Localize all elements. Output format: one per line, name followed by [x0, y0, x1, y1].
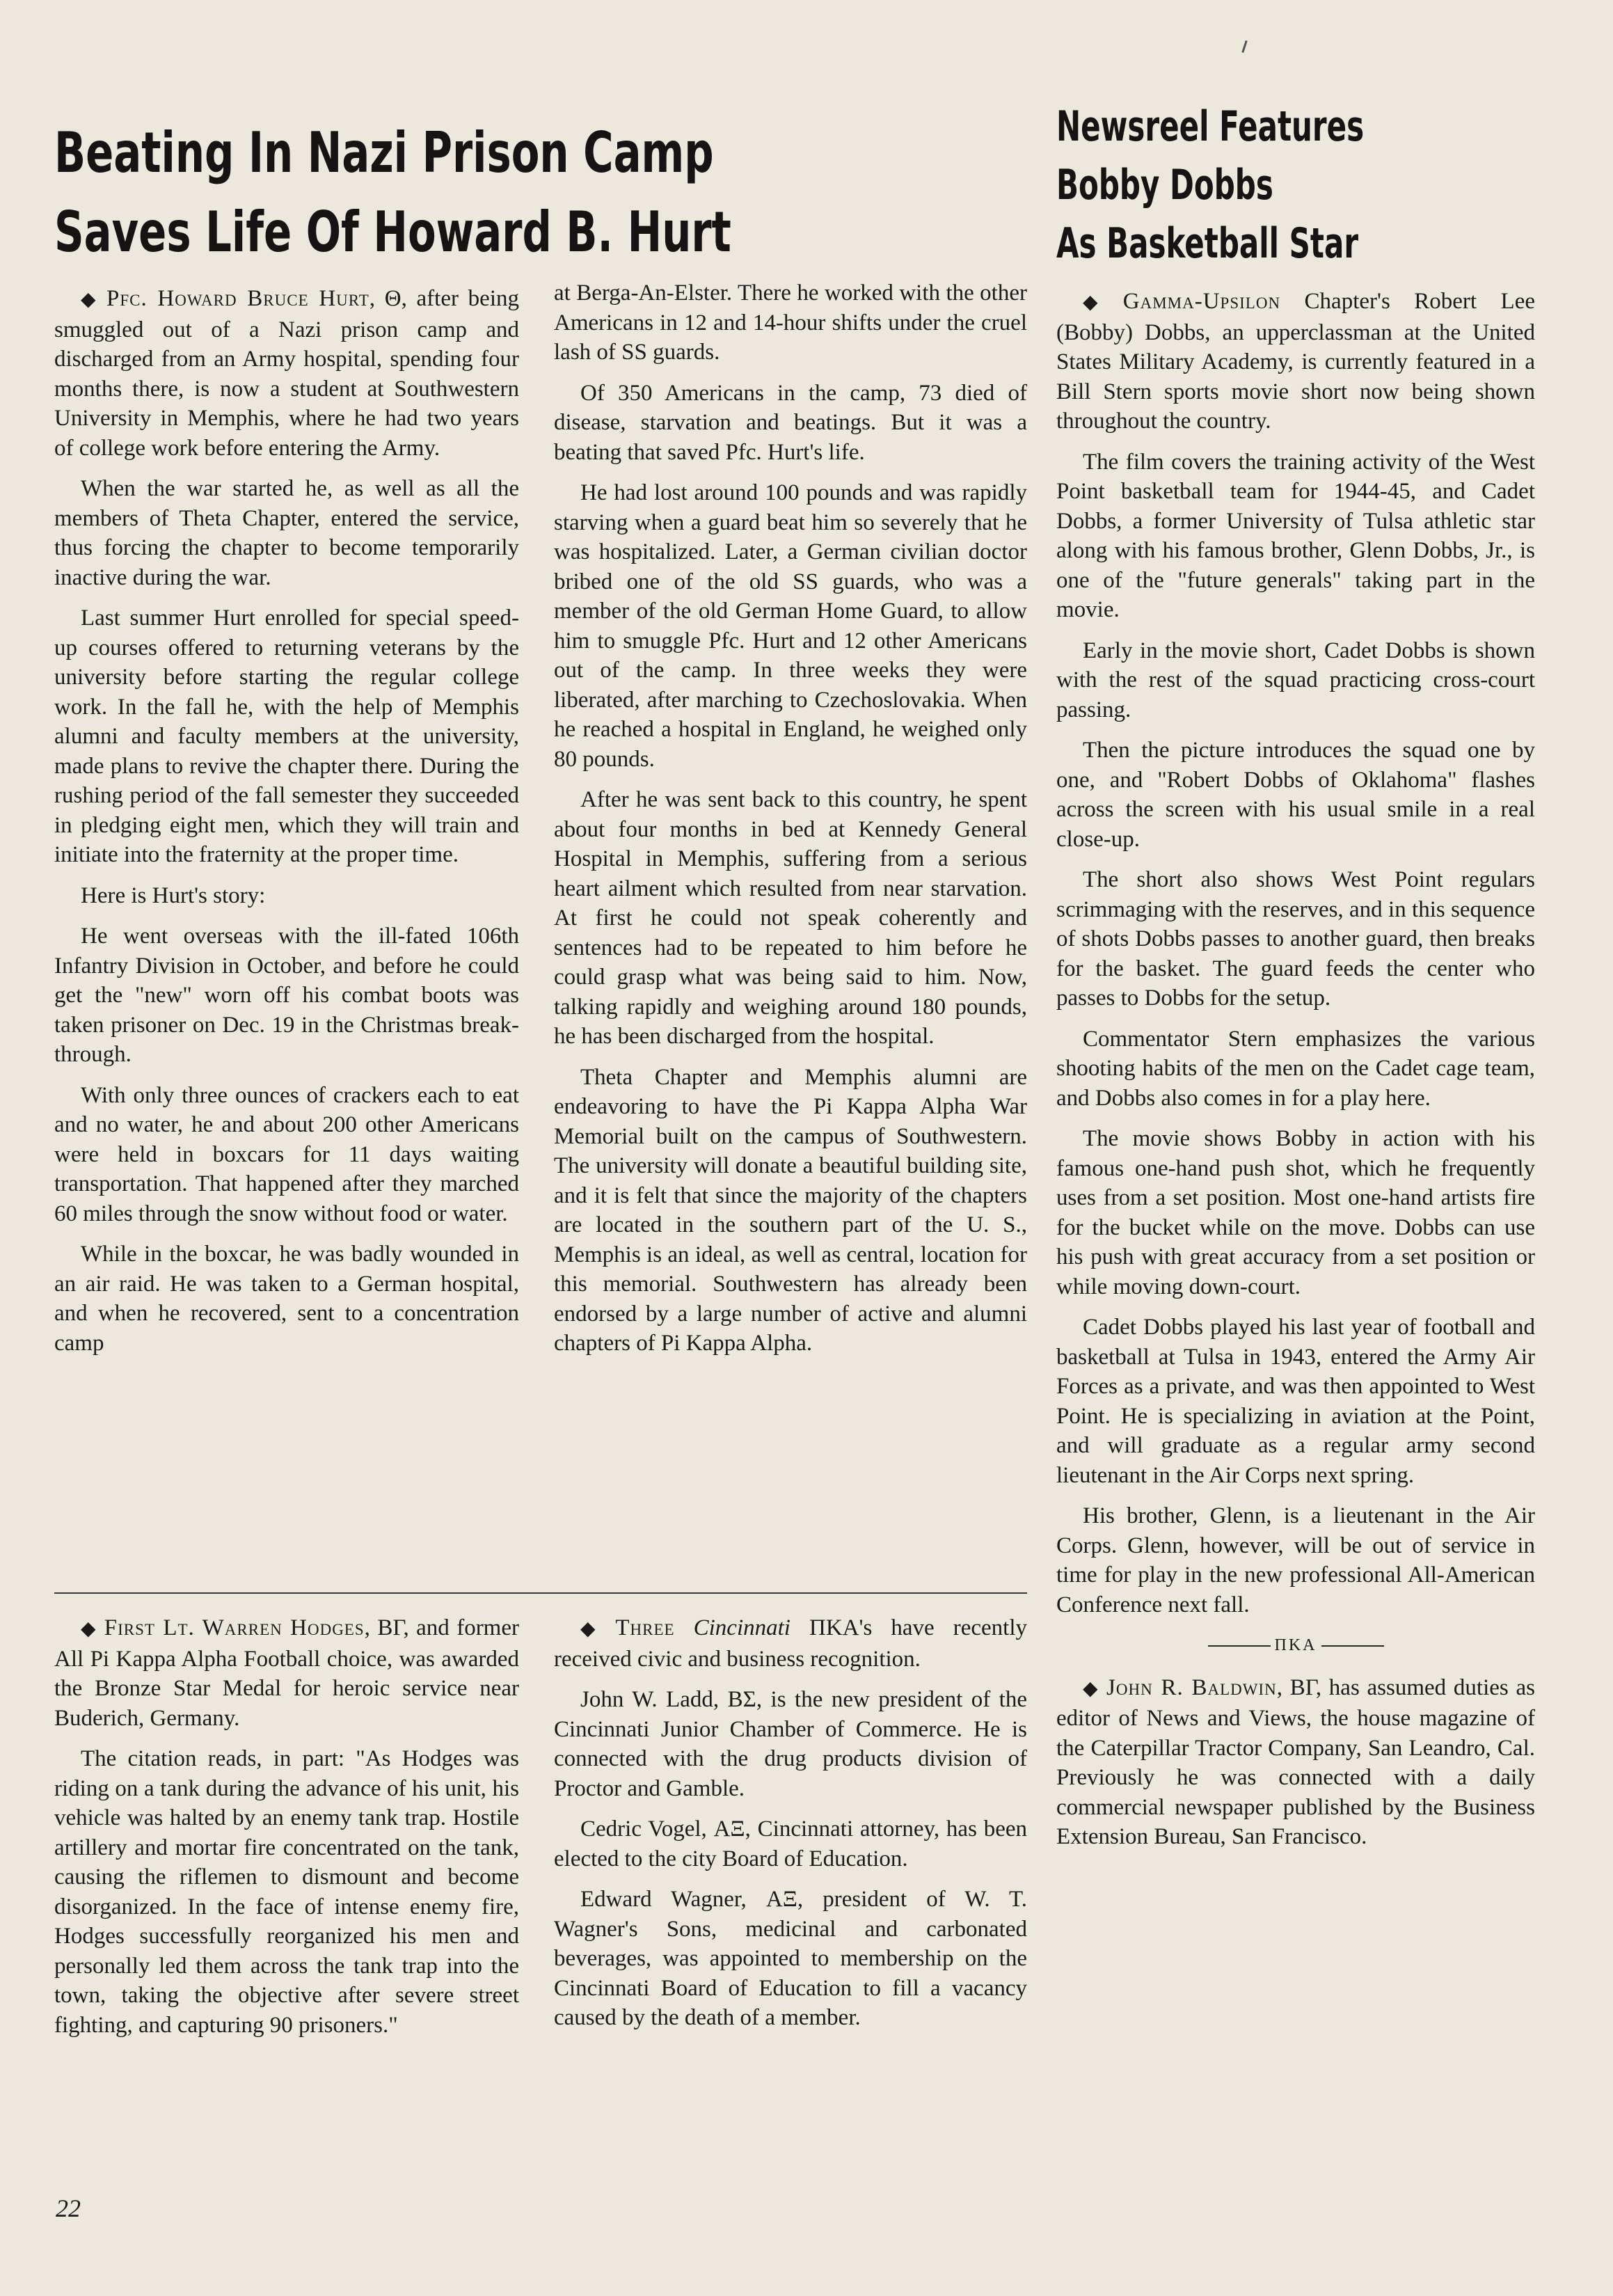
lead-text: ΠΚΑ's have recently received civic and business recognition. — [554, 1615, 1027, 1672]
lead-text: , Θ, after being smuggled out of a Nazi prison camp and discharged from an Army hospital, spending four months there, is now a student at Southwestern University in Memphis, where he had two years of college work before entering the Army. — [54, 286, 519, 461]
page-number: 22 — [56, 2194, 81, 2222]
paragraph: He went overseas with the ill-fated 106th Infantry Division in October, and before he could get the "new" worn off his combat boots was taken prisoner on Dec. 19 in the Christmas break-through. — [54, 924, 519, 1067]
lead-name: Pfc. Howard Bruce Hurt — [106, 286, 370, 311]
lead-text: , ΒΓ, and former All Pi Kappa Alpha Football choice, was awarded the Bronze Star Medal for heroic service near Buderich, Germany. — [54, 1615, 519, 1731]
paragraph: Cadet Dobbs played his last year of football and basketball at Tulsa in 1943, entered the Army Air Forces as a private, and was then appointed to West Point. He is specializing in aviation at the Point, and will graduate as a regular army second lieutenant in the Air Corps next spring. — [1056, 1315, 1535, 1488]
headline-line: Saves Life Of Howard B. Hurt — [54, 200, 731, 264]
paragraph: The film covers the training activity of the West Point basketball team for 1944-45, and Cadet Dobbs, a former University of Tulsa athletic star along with his famous brother, Glenn Dobbs, Jr., is one of the "future generals" taking part in the movie. — [1056, 449, 1535, 622]
diamond-bullet-icon: ◆ — [81, 1618, 97, 1640]
paragraph: Last summer Hurt enrolled for special speed-up courses offered to returning veterans by the university before starting the regular college work. In the fall he, with the help of Memphis alumni and faculty members at the university, made plans to revive the chapter there. During the rushing period of the fall semester they succeeded in pledging eight men, which they will train and initiate into the fraternity at the proper time. — [54, 605, 519, 867]
lead-italic: Cincinnati — [693, 1615, 790, 1640]
article-lead-paragraph — [1056, 287, 1535, 436]
paragraph: Commentator Stern emphasizes the various shooting habits of the men on the Cadet cage team, and Dobbs also comes in for a play here. — [1056, 1026, 1535, 1111]
article-lead-paragraph — [554, 1613, 1027, 1674]
column-1-hurt-story — [54, 284, 519, 1369]
headline-line: Beating In Nazi Prison Camp — [54, 120, 714, 185]
paragraph: John W. Ladd, ΒΣ, is the new president of the Cincinnati Junior Chamber of Commerce. He is connected with the drug products division of Proctor and Gamble. — [554, 1687, 1027, 1801]
paragraph: His brother, Glenn, is a lieutenant in the Air Corps. Glenn, however, will be out of service in time for play in the new professional All-American Conference next fall. — [1056, 1503, 1535, 1617]
column-2-cincinnati-story — [554, 1613, 1027, 2044]
stray-ink-mark — [1241, 40, 1247, 53]
diamond-bullet-icon: ◆ — [580, 1618, 609, 1640]
column-2-hurt-story-continued — [554, 278, 1027, 1370]
divider-rule — [1208, 1645, 1271, 1647]
article-headline-hurt — [54, 120, 731, 264]
lead-name: Three — [615, 1615, 675, 1640]
paragraph: Then the picture introduces the squad one by one, and "Robert Dobbs of Oklahoma" flashes across the screen with his usual smile in a real close-up. — [1056, 738, 1535, 852]
lead-name: First Lt. Warren Hodges — [104, 1615, 365, 1640]
headline-line: As Basketball Star — [1056, 219, 1359, 268]
lead-text: Chapter's Robert Lee (Bobby) Dobbs, an upperclassman at the United States Military Academy, is currently featured in a Bill Stern sports movie short now being shown throughout the country. — [1056, 289, 1535, 434]
lead-name: Gamma-Upsilon — [1122, 289, 1281, 314]
section-divider — [1056, 1631, 1535, 1661]
diamond-bullet-icon: ◆ — [1083, 292, 1116, 313]
article-lead-paragraph — [54, 284, 519, 463]
diamond-bullet-icon: ◆ — [1083, 1677, 1100, 1700]
paragraph: The citation reads, in part: "As Hodges was riding on a tank during the advance of his unit, his vehicle was halted by an enemy tank trap. Hostile artillery and mortar fire concentrated on the tank, causing the riflemen to dismount and become disorganized. In the face of intense enemy fire, Hodges successfully reorganized his men and personally led them across the tank trap into the town, taking the objective after severe street fighting, and capturing 90 prisoners." — [54, 1746, 519, 2038]
horizontal-rule — [54, 1592, 1027, 1594]
paragraph-continued: at Berga-An-Elster. There he worked with the other Americans in 12 and 14-hour shifts under the cruel lash of SS guards. — [554, 280, 1027, 365]
paragraph: With only three ounces of crackers each to eat and no water, he and about 200 other Americans were held in boxcars for 11 days waiting transportation. That happened after they marched 60 miles through the snow without food or water. — [54, 1082, 519, 1226]
paragraph: While in the boxcar, he was badly wounded in an air raid. He was taken to a German hospital, and when he recovered, sent to a concentration camp — [54, 1242, 519, 1356]
paragraph: After he was sent back to this country, he spent about four months in bed at Kennedy General Hospital in Memphis, suffering from a serious heart ailment which resulted from near starvation. At first he could not speak coherently and sentences had to be repeated to him before he could grasp what was being said to him. Now, talking rapidly and weighing around 180 pounds, he has been discharged from the hospital. — [554, 787, 1027, 1049]
paragraph: Edward Wagner, ΑΞ, president of W. T. Wagner's Sons, medicinal and carbonated beverages, was appointed to membership on the Cincinnati Board of Education to fill a vacancy caused by the death of a member. — [554, 1887, 1027, 2030]
article-lead-paragraph — [1056, 1673, 1535, 1852]
paragraph: Early in the movie short, Cadet Dobbs is shown with the rest of the squad practicing cross-court passing. — [1056, 638, 1535, 722]
paragraph: Of 350 Americans in the camp, 73 died of disease, starvation and beatings. But it was a beating that saved Pfc. Hurt's life. — [554, 380, 1027, 465]
paragraph: When the war started he, as well as all the members of Theta Chapter, entered the service, thus forcing the chapter to become temporarily inactive during the war. — [54, 476, 519, 590]
headline-line: Bobby Dobbs — [1056, 161, 1273, 209]
paragraph: Theta Chapter and Memphis alumni are endeavoring to have the Pi Kappa Alpha War Memorial built on the campus of Southwestern. The university will donate a beautiful building site, and it is felt that since the majority of the chapters are located in the southern part of the U. S., Memphis is an ideal, as well as central, location for this memorial. Southwestern has already been endorsed by a large number of active and alumni chapters of Pi Kappa Alpha. — [554, 1064, 1027, 1356]
column-1-hodges-story — [54, 1613, 519, 2051]
paragraph: Cedric Vogel, ΑΞ, Cincinnati attorney, has been elected to the city Board of Education. — [554, 1816, 1027, 1871]
paragraph: He had lost around 100 pounds and was rapidly starving when a guard beat him so severely that he was hospitalized. Later, a German civilian doctor bribed one of the old SS guards, who was a member of the old German Home Guard, to allow him to smuggle Pfc. Hurt and 12 other Americans out of the camp. In three weeks they were liberated, after marching to Czechoslovakia. When he reached a hospital in England, he weighed only 80 pounds. — [554, 480, 1027, 772]
column-3-dobbs-story — [1056, 287, 1535, 1863]
article-headline-dobbs — [1056, 102, 1365, 268]
paragraph: The movie shows Bobby in action with his famous one-hand push shot, which he frequently uses from a set position. Most one-hand artists fire for the bucket while on the move. Dobbs can use his push with great accuracy from a set position or while moving down-court. — [1056, 1126, 1535, 1299]
divider-rule — [1321, 1645, 1384, 1647]
lead-name: John R. Baldwin — [1106, 1675, 1277, 1700]
divider-label: ΠΚΑ — [1274, 1636, 1317, 1654]
headline-line: Newsreel Features — [1056, 102, 1365, 151]
paragraph: Here is Hurt's story: — [81, 882, 266, 908]
article-lead-paragraph — [54, 1613, 519, 1733]
diamond-bullet-icon: ◆ — [81, 289, 100, 310]
lead-text: , ΒΓ, has assumed duties as editor of News and Views, the house magazine of the Caterpillar Tractor Company, San Leandro, Cal. Previously he was connected with a daily commercial newspaper published by the Business Extension Bureau, San Francisco. — [1056, 1675, 1535, 1849]
paragraph: The short also shows West Point regulars scrimmaging with the reserves, and in this sequence of shots Dobbs passes to another guard, then breaks for the basket. The guard feeds the center who passes to Dobbs for the setup. — [1056, 867, 1535, 1011]
